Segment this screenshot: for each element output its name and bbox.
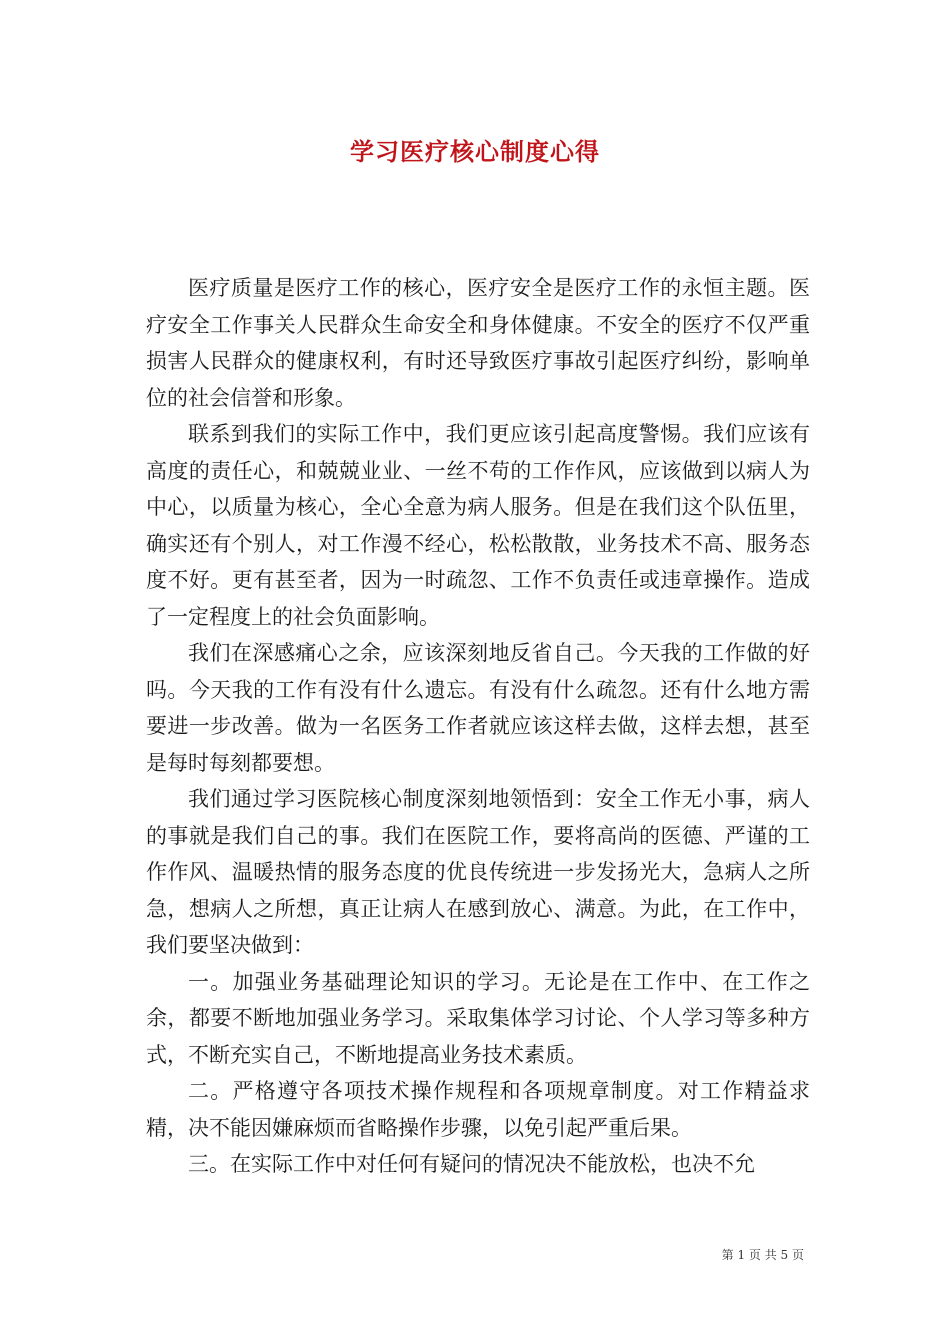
paragraph-5: 一。加强业务基础理论知识的学习。无论是在工作中、在工作之余，都要不断地加强业务学习。采取集体学习讨论、个人学习等多种方式，不断充实自己，不断地提高业务技术素质。 [146, 969, 810, 1067]
page-number-footer: 第 1 页 共 5 页 [721, 1248, 804, 1262]
document-body [146, 270, 810, 1183]
paragraph-1: 医疗质量是医疗工作的核心，医疗安全是医疗工作的永恒主题。医疗安全工作事关人民群众生命安全和身体健康。不安全的医疗不仅严重损害人民群众的健康权利，有时还导致医疗事故引起医疗纠纷，影响单位的社会信誉和形象。 [146, 276, 810, 410]
paragraph-2: 联系到我们的实际工作中，我们更应该引起高度警惕。我们应该有高度的责任心，和兢兢业业、一丝不苟的工作作风，应该做到以病人为中心，以质量为核心，全心全意为病人服务。但是在我们这个队伍里，确实还有个别人，对工作漫不经心，松松散散，业务技术不高、服务态度不好。更有甚至者，因为一时疏忽、工作不负责任或违章操作。造成了一定程度上的社会负面影响。 [146, 422, 810, 629]
paragraph-7: 三。在实际工作中对任何有疑问的情况决不能放松，也决不允 [188, 1152, 755, 1176]
paragraph-3: 我们在深感痛心之余，应该深刻地反省自己。今天我的工作做的好吗。今天我的工作有没有什么遗忘。有没有什么疏忽。还有什么地方需要进一步改善。做为一名医务工作者就应该这样去做，这样去想，甚至是每时每刻都要想。 [146, 641, 810, 775]
document-title: 学习医疗核心制度心得 [350, 137, 600, 166]
paragraph-4: 我们通过学习医院核心制度深刻地领悟到：安全工作无小事，病人的事就是我们自己的事。我们在医院工作，要将高尚的医德、严谨的工作作风、温暖热情的服务态度的优良传统进一步发扬光大，急病人之所急，想病人之所想，真正让病人在感到放心、满意。为此，在工作中，我们要坚决做到： [146, 787, 810, 957]
paragraph-6: 二。严格遵守各项技术操作规程和各项规章制度。对工作精益求精，决不能因嫌麻烦而省略操作步骤，以免引起严重后果。 [146, 1079, 810, 1140]
